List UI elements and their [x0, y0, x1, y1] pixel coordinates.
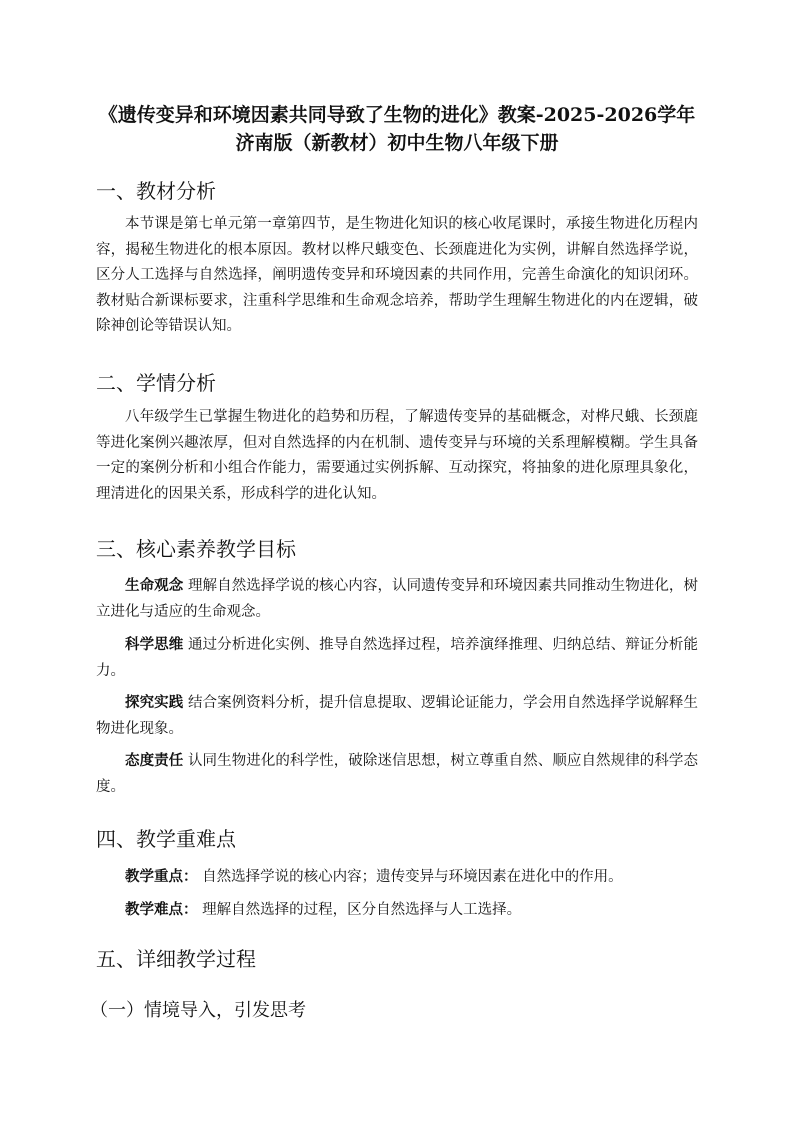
objective-text: 认同生物进化的科学性，破除迷信思想，树立尊重自然、顺应自然规律的科学态度。	[96, 753, 699, 795]
section-heading-textbook-analysis: 一、教材分析	[96, 179, 216, 203]
objective-label: 科学思维	[125, 636, 184, 653]
key-point-item	[96, 864, 698, 891]
objective-text: 结合案例资料分析，提升信息提取、逻辑论证能力，学会用自然选择学说解释生物进化现象。	[96, 695, 699, 737]
paragraph-student-analysis: 八年级学生已掌握生物进化的趋势和历程，了解遗传变异的基础概念，对桦尺蛾、长颈鹿等进化案例兴趣浓厚，但对自然选择的内在机制、遗传变异与环境的关系理解模糊。学生具备一定的案例分析和小组合作能力，需要通过实例拆解、互动探究，将抽象的进化原理具象化，理清进化的因果关系，形成科学的进化认知。	[96, 409, 698, 502]
key-point-label: 教学难点：	[125, 901, 198, 918]
section-heading-objectives: 三、核心素养教学目标	[96, 537, 296, 561]
objective-label: 态度责任	[125, 752, 184, 769]
subsection-heading-introduction: （一）情境导入，引发思考	[90, 1000, 306, 1021]
section-heading-student-analysis: 二、学情分析	[96, 371, 216, 395]
objective-item	[96, 573, 698, 625]
document-title-line-2: 济南版（新教材）初中生物八年级下册	[235, 132, 559, 154]
objective-item	[96, 748, 698, 800]
objective-label: 探究实践	[125, 694, 184, 711]
objective-item	[96, 690, 698, 742]
key-point-label: 教学重点：	[125, 868, 198, 885]
objective-text: 理解自然选择学说的核心内容，认同遗传变异和环境因素共同推动生物进化，树立进化与适应的生命观念。	[96, 578, 699, 620]
paragraph-textbook-analysis: 本节课是第七单元第一章第四节，是生物进化知识的核心收尾课时，承接生物进化历程内容，揭秘生物进化的根本原因。教材以桦尺蛾变色、长颈鹿进化为实例，讲解自然选择学说，区分人工选择与自然选择，阐明遗传变异和环境因素的共同作用，完善生命演化的知识闭环。教材贴合新课标要求，注重科学思维和生命观念培养，帮助学生理解生物进化的内在逻辑，破除神创论等错误认知。	[96, 216, 698, 334]
objective-label: 生命观念	[125, 577, 184, 594]
objective-item	[96, 632, 698, 684]
section-heading-key-points: 四、教学重难点	[96, 827, 236, 851]
objective-text: 通过分析进化实例、推导自然选择过程，培养演绎推理、归纳总结、辩证分析能力。	[96, 637, 699, 679]
section-heading-teaching-process: 五、详细教学过程	[96, 947, 256, 971]
document-title-line-1: 《遗传变异和环境因素共同导致了生物的进化》教案-2025-2026学年	[98, 104, 696, 126]
key-point-text: 理解自然选择的过程，区分自然选择与人工选择。	[202, 902, 522, 918]
key-point-item	[96, 897, 698, 924]
key-point-text: 自然选择学说的核心内容；遗传变异与环境因素在进化中的作用。	[202, 869, 623, 885]
